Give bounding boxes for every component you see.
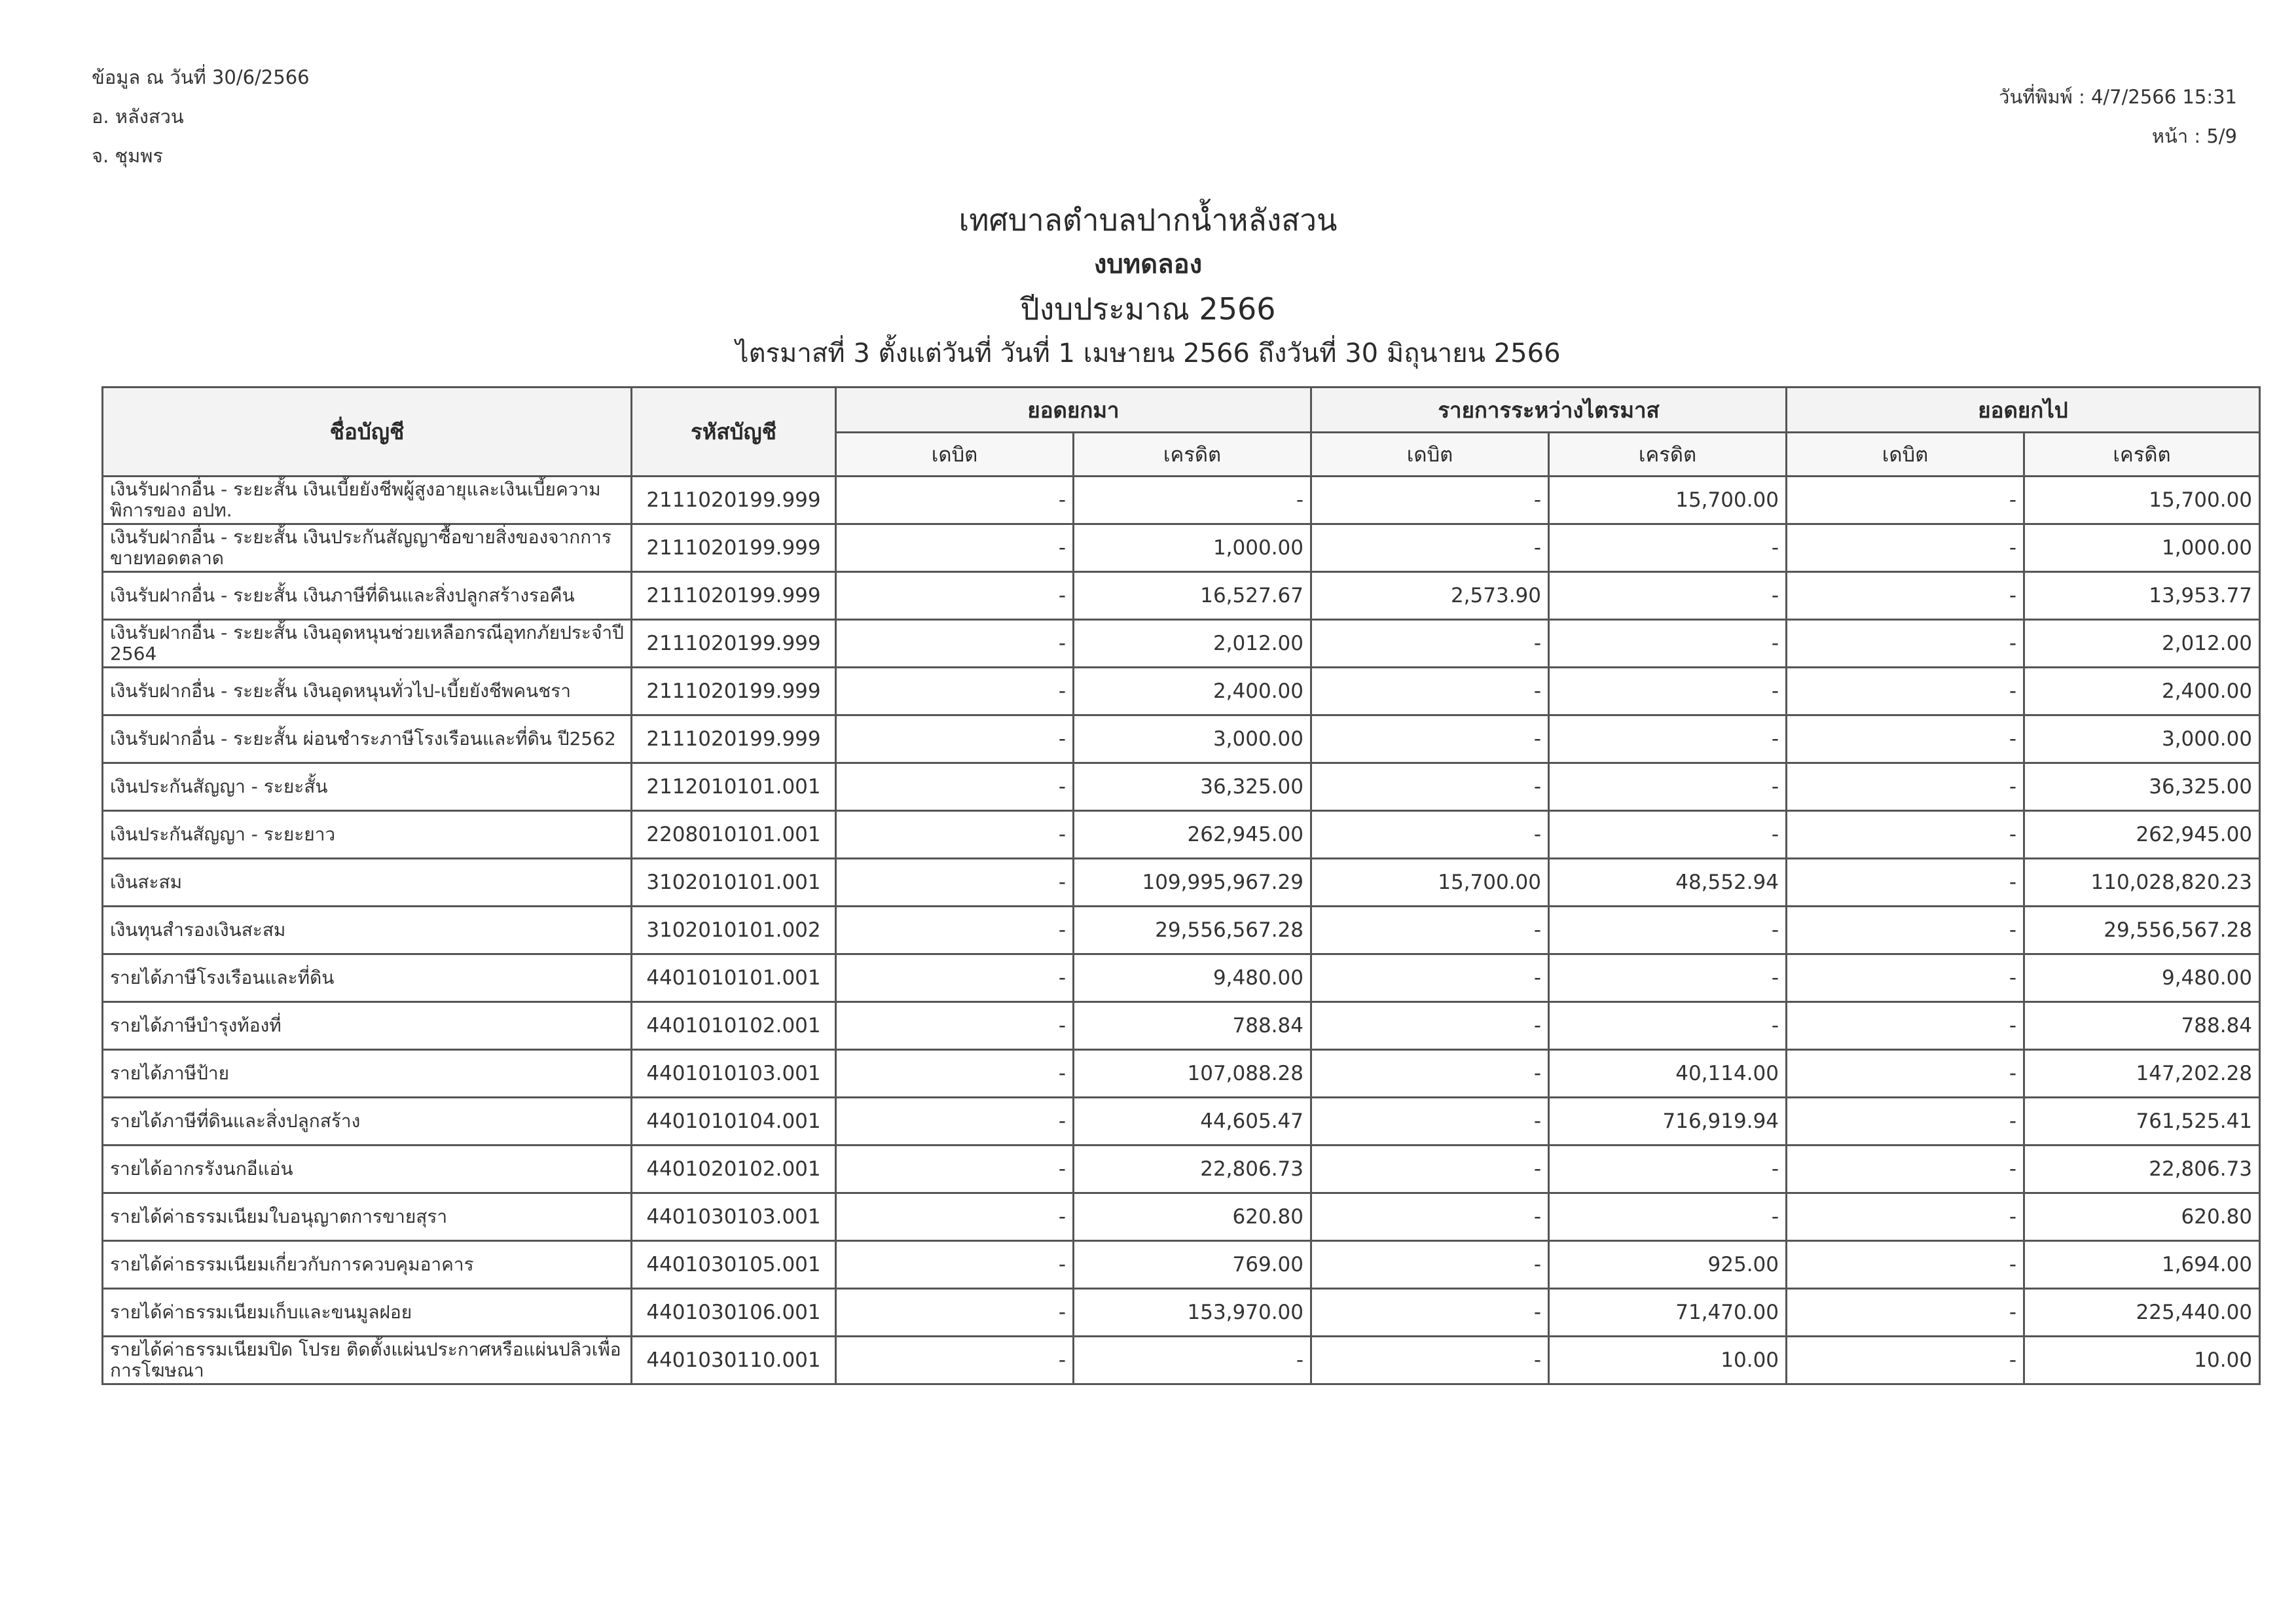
- cf-debit-cell: -: [1787, 1146, 2024, 1193]
- q-debit-cell: 2,573.90: [1311, 572, 1549, 620]
- account-code-cell: 4401030103.001: [632, 1193, 836, 1241]
- cf-debit-cell: -: [1787, 859, 2024, 907]
- q-debit-cell: -: [1311, 477, 1549, 524]
- header-row-main: [103, 388, 2260, 433]
- table-row: [103, 1050, 2260, 1098]
- trial-balance-table: [101, 386, 2261, 1385]
- account-name-cell: เงินรับฝากอื่น - ระยะสั้น ผ่อนชำระภาษีโรงเรือนและที่ดิน ปี2562: [103, 715, 632, 763]
- cf-credit-cell: 3,000.00: [2024, 715, 2260, 763]
- table-row: [103, 1193, 2260, 1241]
- col-header-during-quarter: รายการระหว่างไตรมาส: [1311, 388, 1787, 433]
- q-debit-cell: -: [1311, 907, 1549, 954]
- q-credit-cell: 48,552.94: [1549, 859, 1787, 907]
- cf-credit-cell: 10.00: [2024, 1337, 2260, 1384]
- report-period: ไตรมาสที่ 3 ตั้งแต่วันที่ วันที่ 1 เมษายน 2566 ถึงวันที่ 30 มิถุนายน 2566: [735, 338, 1561, 369]
- col-header-account-name: ชื่อบัญชี: [103, 388, 632, 477]
- account-name-cell: เงินรับฝากอื่น - ระยะสั้น เงินอุดหนุนทั่วไป-เบี้ยยังชีพคนชรา: [103, 668, 632, 715]
- bf-debit-cell: -: [836, 954, 1074, 1002]
- account-code-cell: 4401030106.001: [632, 1289, 836, 1337]
- account-name-cell: รายได้ค่าธรรมเนียมเก็บและขนมูลฝอย: [103, 1289, 632, 1337]
- q-credit-cell: -: [1549, 907, 1787, 954]
- table-row: [103, 763, 2260, 811]
- account-name-cell: รายได้ค่าธรรมเนียมใบอนุญาตการขายสุรา: [103, 1193, 632, 1241]
- table-row: [103, 1146, 2260, 1193]
- bf-debit-cell: -: [836, 1002, 1074, 1050]
- account-name-cell: เงินรับฝากอื่น - ระยะสั้น เงินภาษีที่ดินและสิ่งปลูกสร้างรอคืน: [103, 572, 632, 620]
- cf-debit-cell: -: [1787, 1193, 2024, 1241]
- account-name-cell: รายได้ภาษีที่ดินและสิ่งปลูกสร้าง: [103, 1098, 632, 1146]
- table-row: [103, 524, 2260, 572]
- bf-credit-cell: 16,527.67: [1074, 572, 1311, 620]
- cf-debit-cell: -: [1787, 811, 2024, 859]
- q-credit-cell: 15,700.00: [1549, 477, 1787, 524]
- q-credit-cell: 40,114.00: [1549, 1050, 1787, 1098]
- col-header-cf-credit: เครดิต: [2024, 433, 2260, 477]
- bf-debit-cell: -: [836, 1289, 1074, 1337]
- bf-debit-cell: -: [836, 859, 1074, 907]
- account-name-cell: เงินรับฝากอื่น - ระยะสั้น เงินเบี้ยยังชีพผู้สูงอายุและเงินเบี้ยความพิการของ อปท.: [103, 477, 632, 524]
- q-debit-cell: 15,700.00: [1311, 859, 1549, 907]
- q-credit-cell: -: [1549, 954, 1787, 1002]
- account-name-cell: รายได้ภาษีป้าย: [103, 1050, 632, 1098]
- account-code-cell: 2112010101.001: [632, 763, 836, 811]
- table-row: [103, 907, 2260, 954]
- account-code-cell: 4401030110.001: [632, 1337, 836, 1384]
- bf-credit-cell: 109,995,967.29: [1074, 859, 1311, 907]
- col-header-carried-forward: ยอดยกไป: [1787, 388, 2260, 433]
- account-name-cell: เงินรับฝากอื่น - ระยะสั้น เงินอุดหนุนช่วยเหลือกรณีอุทกภัยประจำปี 2564: [103, 620, 632, 668]
- bf-credit-cell: 262,945.00: [1074, 811, 1311, 859]
- account-code-cell: 4401010104.001: [632, 1098, 836, 1146]
- q-debit-cell: -: [1311, 1050, 1549, 1098]
- bf-credit-cell: 9,480.00: [1074, 954, 1311, 1002]
- table-row: [103, 715, 2260, 763]
- bf-debit-cell: -: [836, 763, 1074, 811]
- bf-credit-cell: 36,325.00: [1074, 763, 1311, 811]
- report-title: งบทดลอง: [1093, 249, 1203, 280]
- bf-debit-cell: -: [836, 572, 1074, 620]
- q-debit-cell: -: [1311, 668, 1549, 715]
- account-code-cell: 4401010103.001: [632, 1050, 836, 1098]
- account-code-cell: 3102010101.001: [632, 859, 836, 907]
- account-name-cell: รายได้ค่าธรรมเนียมปิด โปรย ติดตั้งแผ่นประกาศหรือแผ่นปลิวเพื่อการโฆษณา: [103, 1337, 632, 1384]
- bf-credit-cell: 2,400.00: [1074, 668, 1311, 715]
- bf-debit-cell: -: [836, 1193, 1074, 1241]
- cf-debit-cell: -: [1787, 620, 2024, 668]
- bf-debit-cell: -: [836, 1098, 1074, 1146]
- account-name-cell: รายได้ค่าธรรมเนียมเกี่ยวกับการควบคุมอาคาร: [103, 1241, 632, 1289]
- q-credit-cell: -: [1549, 524, 1787, 572]
- bf-credit-cell: 44,605.47: [1074, 1098, 1311, 1146]
- q-debit-cell: -: [1311, 715, 1549, 763]
- q-credit-cell: -: [1549, 763, 1787, 811]
- q-credit-cell: -: [1549, 811, 1787, 859]
- account-code-cell: 2111020199.999: [632, 668, 836, 715]
- q-debit-cell: -: [1311, 1193, 1549, 1241]
- table-row: [103, 811, 2260, 859]
- table-row: [103, 1337, 2260, 1384]
- col-header-q-debit: เดบิต: [1311, 433, 1549, 477]
- cf-credit-cell: 761,525.41: [2024, 1098, 2260, 1146]
- account-name-cell: รายได้ภาษีบำรุงท้องที่: [103, 1002, 632, 1050]
- bf-credit-cell: 2,012.00: [1074, 620, 1311, 668]
- q-credit-cell: 925.00: [1549, 1241, 1787, 1289]
- cf-credit-cell: 262,945.00: [2024, 811, 2260, 859]
- bf-credit-cell: 769.00: [1074, 1241, 1311, 1289]
- account-name-cell: เงินรับฝากอื่น - ระยะสั้น เงินประกันสัญญาซื้อขายสิ่งของจากการขายทอดตลาด: [103, 524, 632, 572]
- col-header-q-credit: เครดิต: [1549, 433, 1787, 477]
- cf-debit-cell: -: [1787, 1098, 2024, 1146]
- cf-credit-cell: 620.80: [2024, 1193, 2260, 1241]
- report-meta-left: [92, 58, 310, 175]
- cf-debit-cell: -: [1787, 1050, 2024, 1098]
- cf-debit-cell: -: [1787, 1241, 2024, 1289]
- q-debit-cell: -: [1311, 620, 1549, 668]
- bf-debit-cell: -: [836, 1146, 1074, 1193]
- q-debit-cell: -: [1311, 763, 1549, 811]
- district: อ. หลังสวน: [92, 105, 184, 128]
- cf-credit-cell: 22,806.73: [2024, 1146, 2260, 1193]
- cf-credit-cell: 13,953.77: [2024, 572, 2260, 620]
- table-row: [103, 1098, 2260, 1146]
- table-row: [103, 1241, 2260, 1289]
- cf-debit-cell: -: [1787, 668, 2024, 715]
- cf-credit-cell: 2,400.00: [2024, 668, 2260, 715]
- table-row: [103, 620, 2260, 668]
- q-credit-cell: 10.00: [1549, 1337, 1787, 1384]
- cf-debit-cell: -: [1787, 1002, 2024, 1050]
- table-body: [103, 477, 2260, 1384]
- account-code-cell: 2111020199.999: [632, 572, 836, 620]
- col-header-bf-debit: เดบิต: [836, 433, 1074, 477]
- bf-credit-cell: -: [1074, 477, 1311, 524]
- account-name-cell: เงินทุนสำรองเงินสะสม: [103, 907, 632, 954]
- bf-credit-cell: -: [1074, 1337, 1311, 1384]
- cf-credit-cell: 15,700.00: [2024, 477, 2260, 524]
- q-debit-cell: -: [1311, 1002, 1549, 1050]
- cf-debit-cell: -: [1787, 477, 2024, 524]
- q-debit-cell: -: [1311, 1098, 1549, 1146]
- q-debit-cell: -: [1311, 1289, 1549, 1337]
- cf-debit-cell: -: [1787, 572, 2024, 620]
- province: จ. ชุมพร: [92, 145, 163, 167]
- account-code-cell: 3102010101.002: [632, 907, 836, 954]
- q-credit-cell: -: [1549, 572, 1787, 620]
- bf-debit-cell: -: [836, 811, 1074, 859]
- account-name-cell: เงินสะสม: [103, 859, 632, 907]
- bf-debit-cell: -: [836, 524, 1074, 572]
- report-titles: [0, 196, 2296, 374]
- account-code-cell: 4401020102.001: [632, 1146, 836, 1193]
- cf-debit-cell: -: [1787, 907, 2024, 954]
- q-credit-cell: -: [1549, 1002, 1787, 1050]
- cf-credit-cell: 1,000.00: [2024, 524, 2260, 572]
- table-row: [103, 859, 2260, 907]
- bf-credit-cell: 22,806.73: [1074, 1146, 1311, 1193]
- account-name-cell: รายได้อากรรังนกอีแอ่น: [103, 1146, 632, 1193]
- bf-credit-cell: 620.80: [1074, 1193, 1311, 1241]
- cf-credit-cell: 9,480.00: [2024, 954, 2260, 1002]
- q-debit-cell: -: [1311, 1337, 1549, 1384]
- account-code-cell: 4401030105.001: [632, 1241, 836, 1289]
- bf-debit-cell: -: [836, 668, 1074, 715]
- q-credit-cell: 71,470.00: [1549, 1289, 1787, 1337]
- account-name-cell: เงินประกันสัญญา - ระยะสั้น: [103, 763, 632, 811]
- q-debit-cell: -: [1311, 1146, 1549, 1193]
- col-header-brought-forward: ยอดยกมา: [836, 388, 1311, 433]
- bf-debit-cell: -: [836, 477, 1074, 524]
- account-code-cell: 2111020199.999: [632, 477, 836, 524]
- cf-credit-cell: 147,202.28: [2024, 1050, 2260, 1098]
- bf-debit-cell: -: [836, 715, 1074, 763]
- bf-debit-cell: -: [836, 1241, 1074, 1289]
- col-header-bf-credit: เครดิต: [1074, 433, 1311, 477]
- account-code-cell: 2111020199.999: [632, 524, 836, 572]
- data-date: ข้อมูล ณ วันที่ 30/6/2566: [92, 66, 310, 88]
- cf-credit-cell: 29,556,567.28: [2024, 907, 2260, 954]
- q-credit-cell: -: [1549, 1146, 1787, 1193]
- bf-credit-cell: 29,556,567.28: [1074, 907, 1311, 954]
- cf-debit-cell: -: [1787, 524, 2024, 572]
- cf-debit-cell: -: [1787, 763, 2024, 811]
- bf-debit-cell: -: [836, 907, 1074, 954]
- q-debit-cell: -: [1311, 524, 1549, 572]
- col-header-cf-debit: เดบิต: [1787, 433, 2024, 477]
- q-debit-cell: -: [1311, 954, 1549, 1002]
- q-credit-cell: -: [1549, 715, 1787, 763]
- account-code-cell: 2111020199.999: [632, 715, 836, 763]
- bf-debit-cell: -: [836, 1337, 1074, 1384]
- print-date: วันที่พิมพ์ : 4/7/2566 15:31: [1999, 86, 2237, 108]
- q-credit-cell: -: [1549, 668, 1787, 715]
- cf-credit-cell: 1,694.00: [2024, 1241, 2260, 1289]
- cf-debit-cell: -: [1787, 1289, 2024, 1337]
- table-row: [103, 1289, 2260, 1337]
- cf-debit-cell: -: [1787, 715, 2024, 763]
- report-meta-right: [1999, 77, 2237, 156]
- cf-debit-cell: -: [1787, 1337, 2024, 1384]
- account-code-cell: 4401010102.001: [632, 1002, 836, 1050]
- cf-credit-cell: 2,012.00: [2024, 620, 2260, 668]
- table-row: [103, 668, 2260, 715]
- account-name-cell: เงินประกันสัญญา - ระยะยาว: [103, 811, 632, 859]
- q-credit-cell: -: [1549, 620, 1787, 668]
- table-row: [103, 954, 2260, 1002]
- q-credit-cell: -: [1549, 1193, 1787, 1241]
- cf-debit-cell: -: [1787, 954, 2024, 1002]
- account-code-cell: 4401010101.001: [632, 954, 836, 1002]
- cf-credit-cell: 788.84: [2024, 1002, 2260, 1050]
- q-credit-cell: 716,919.94: [1549, 1098, 1787, 1146]
- bf-credit-cell: 788.84: [1074, 1002, 1311, 1050]
- q-debit-cell: -: [1311, 811, 1549, 859]
- cf-credit-cell: 36,325.00: [2024, 763, 2260, 811]
- bf-credit-cell: 1,000.00: [1074, 524, 1311, 572]
- bf-debit-cell: -: [836, 1050, 1074, 1098]
- bf-credit-cell: 107,088.28: [1074, 1050, 1311, 1098]
- q-debit-cell: -: [1311, 1241, 1549, 1289]
- account-code-cell: 2208010101.001: [632, 811, 836, 859]
- bf-credit-cell: 153,970.00: [1074, 1289, 1311, 1337]
- table-row: [103, 572, 2260, 620]
- account-name-cell: รายได้ภาษีโรงเรือนและที่ดิน: [103, 954, 632, 1002]
- cf-credit-cell: 110,028,820.23: [2024, 859, 2260, 907]
- account-code-cell: 2111020199.999: [632, 620, 836, 668]
- bf-debit-cell: -: [836, 620, 1074, 668]
- col-header-account-code: รหัสบัญชี: [632, 388, 836, 477]
- bf-credit-cell: 3,000.00: [1074, 715, 1311, 763]
- table-row: [103, 1002, 2260, 1050]
- fiscal-year: ปีงบประมาณ 2566: [1020, 291, 1276, 327]
- table-row: [103, 477, 2260, 524]
- page-number: หน้า : 5/9: [2151, 125, 2237, 147]
- organization-name: เทศบาลตำบลปากน้ำหลังสวน: [958, 202, 1338, 238]
- cf-credit-cell: 225,440.00: [2024, 1289, 2260, 1337]
